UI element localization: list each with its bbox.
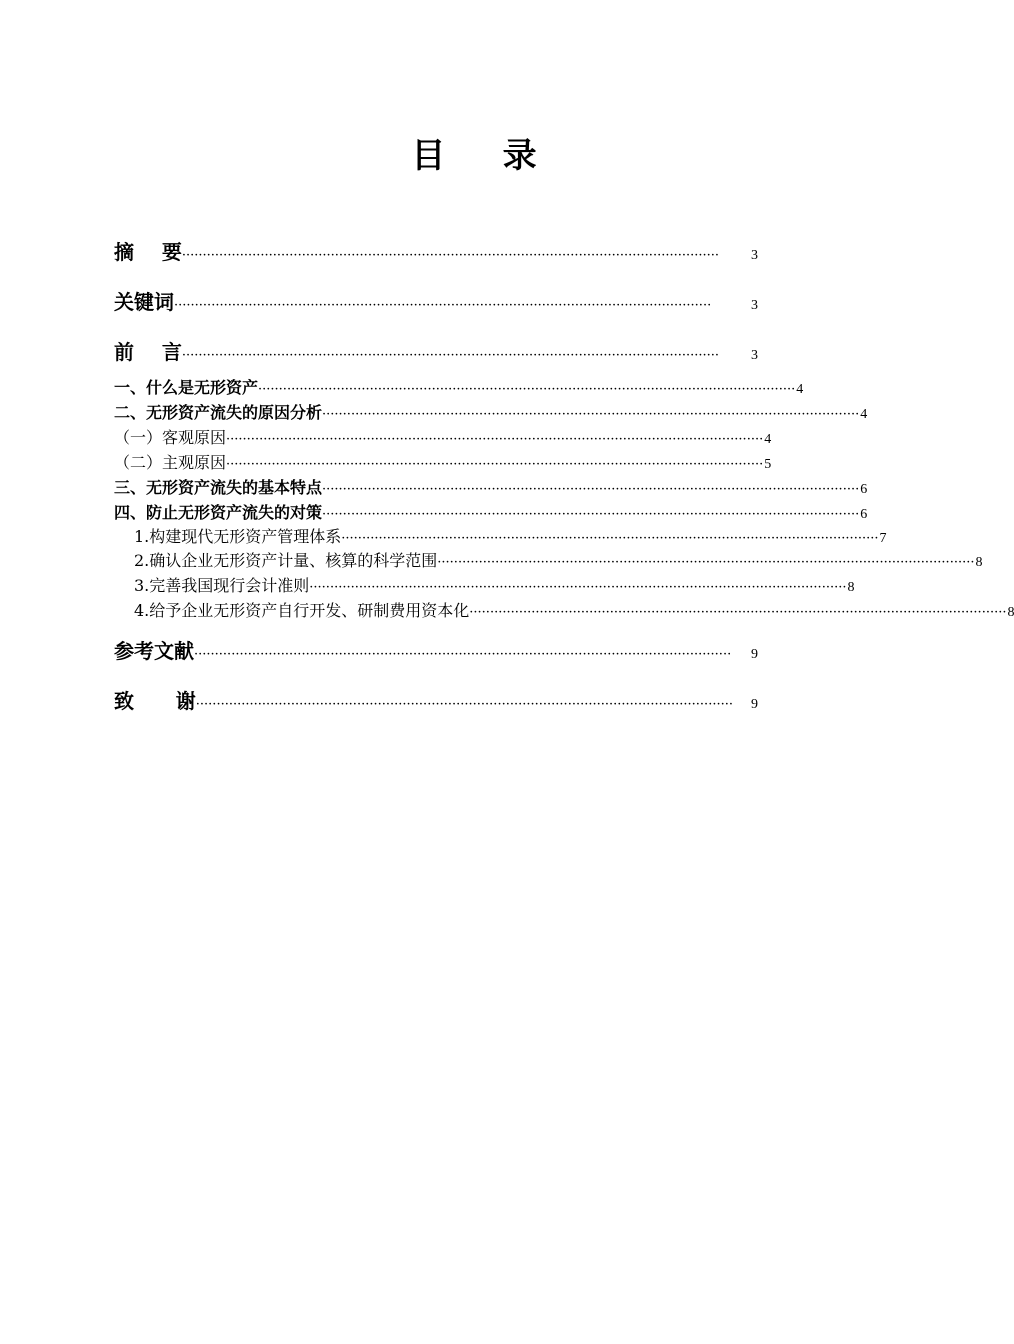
toc-entry-page: 7	[879, 531, 887, 546]
dot-leader: ··································································································································	[469, 605, 1007, 620]
toc-entry-page: 3	[751, 298, 758, 313]
toc-entry-label: 1.构建现代无形资产管理体系	[134, 527, 342, 546]
toc-entry-label: 三、无形资产流失的基本特点	[114, 478, 323, 497]
dot-leader: ··································································································································	[181, 348, 720, 363]
toc-entry-section-4-4[interactable]	[114, 598, 1014, 621]
toc-entry-label: 2.确认企业无形资产计量、核算的科学范围	[134, 551, 438, 570]
toc-entry-acknowledgements[interactable]	[114, 685, 758, 714]
toc-entry-label: 四、防止无形资产流失的对策	[114, 503, 323, 522]
toc-entry-page: 3	[751, 248, 758, 263]
dot-leader: ··································································································································	[195, 697, 733, 712]
toc-entry-section-2-2[interactable]	[114, 450, 772, 473]
dot-leader: ··································································································································	[181, 248, 720, 263]
toc-entry-label: 二、无形资产流失的原因分析	[114, 403, 323, 422]
toc-entry-section-4[interactable]	[114, 500, 868, 523]
toc-entry-label: 摘 要	[114, 240, 182, 264]
toc-entry-label: 参考文献	[114, 639, 194, 663]
dot-leader: ··································································································································	[322, 407, 860, 422]
toc-entry-page: 8	[847, 580, 855, 595]
dot-leader: ··································································································································	[322, 482, 860, 497]
toc-entry-page: 8	[1007, 605, 1014, 620]
toc-entry-section-3[interactable]	[114, 475, 868, 498]
toc-entry-abstract[interactable]	[114, 236, 758, 265]
toc-entry-label: 3.完善我国现行会计准则	[134, 576, 310, 595]
toc-title: 目 录	[411, 136, 539, 176]
toc-entry-label: 一、什么是无形资产	[114, 378, 259, 397]
dot-leader: ··································································································································	[437, 555, 975, 570]
toc-entry-label: 前 言	[114, 340, 182, 364]
toc-entry-page: 6	[860, 507, 868, 522]
dot-leader: ··································································································································	[226, 432, 764, 447]
toc-entry-preface[interactable]	[114, 336, 758, 365]
dot-leader: ··································································································································	[341, 531, 879, 546]
toc-entry-page: 9	[751, 697, 758, 712]
toc-entry-page: 8	[975, 555, 983, 570]
dot-leader: ··································································································································	[174, 298, 712, 313]
dot-leader: ··································································································································	[309, 580, 847, 595]
toc-entry-page: 6	[860, 482, 868, 497]
toc-entry-label: 4.给予企业无形资产自行开发、研制费用资本化	[134, 601, 470, 620]
dot-leader: ··································································································································	[258, 382, 796, 397]
toc-entry-page: 3	[751, 348, 758, 363]
dot-leader: ··································································································································	[322, 507, 860, 522]
toc-entry-keywords[interactable]	[114, 286, 758, 315]
toc-entry-page: 5	[764, 457, 772, 472]
dot-leader: ··································································································································	[194, 647, 732, 662]
toc-entry-page: 9	[751, 647, 758, 662]
toc-entry-label: （一）客观原因	[114, 428, 227, 447]
dot-leader: ··································································································································	[226, 457, 764, 472]
toc-entry-section-4-1[interactable]	[114, 524, 887, 547]
toc-entry-section-4-3[interactable]	[114, 573, 855, 596]
toc-entry-page: 4	[796, 382, 804, 397]
toc-entry-section-2[interactable]	[114, 400, 868, 423]
toc-entry-section-1[interactable]	[114, 375, 804, 398]
toc-entry-page: 4	[860, 407, 868, 422]
toc-entry-label: 致 谢	[114, 689, 196, 713]
toc-entry-section-4-2[interactable]	[114, 548, 983, 571]
toc-entry-label: 关键词	[114, 290, 174, 314]
toc-entry-references[interactable]	[114, 635, 758, 664]
toc-entry-page: 4	[764, 432, 772, 447]
toc-entry-section-2-1[interactable]	[114, 425, 772, 448]
toc-entry-label: （二）主观原因	[114, 453, 227, 472]
